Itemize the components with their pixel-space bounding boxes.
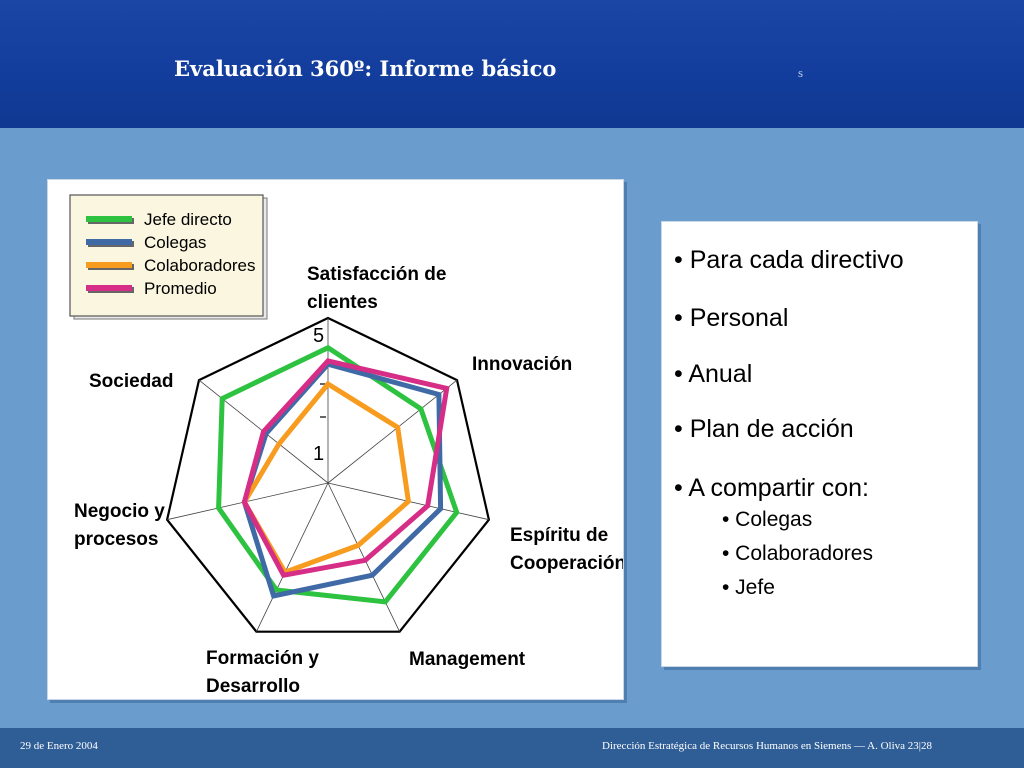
axis-label [307,264,446,313]
chart-panel [47,179,624,700]
radar-spoke [256,483,328,632]
footer-info: Dirección Estratégica de Recursos Humanos en Siemens –– A. Oliva 23|28 [602,740,932,752]
footer-date: 29 de Enero 2004 [20,740,98,752]
radar-tick-label: 1 [313,443,325,465]
legend-label: Colaboradores [144,256,256,275]
axis-label [74,501,165,550]
bullet-item: • Para cada directivo [674,246,904,274]
axis-label-line: Espíritu de [510,525,609,546]
axis-label [206,648,319,697]
bullet-item: • Colegas [722,508,813,531]
legend-label: Jefe directo [144,210,232,229]
axis-label-line: procesos [74,529,159,550]
axis-label [89,371,173,392]
axis-label-line: Desarrollo [206,676,300,697]
slide-footer [0,728,1024,768]
slide-title: Evaluación 360º: Informe básico [174,56,557,81]
legend-label: Promedio [144,279,217,298]
axis-label-line: Innovación [472,354,573,375]
axis-label-line: clientes [307,292,378,313]
bullet-panel [661,221,978,667]
axis-label-line: Negocio y [74,501,165,522]
axis-label-line: Management [409,649,526,670]
axis-label [409,649,526,670]
legend-label: Colegas [144,233,207,252]
axis-label [472,354,572,375]
bullet-item: • A compartir con: [674,474,869,502]
bullet-item: • Anual [674,360,753,388]
legend [70,195,267,319]
bullet-item: • Jefe [722,576,775,599]
axis-label-line: Cooperación [510,553,623,574]
bullet-item: • Colaboradores [722,542,873,565]
axis-label-line: Satisfacción de [307,264,447,285]
axis-label [510,525,623,574]
bullet-item: • Plan de acción [674,415,854,443]
radar-chart [48,180,623,699]
radar-tick-label: 5 [313,325,325,347]
axis-label-line: Sociedad [89,371,174,392]
bullet-item: • Personal [674,304,789,332]
slide-header [0,0,1024,128]
axis-label-line: Formación y [206,648,319,669]
stray-mark: s [798,65,804,80]
